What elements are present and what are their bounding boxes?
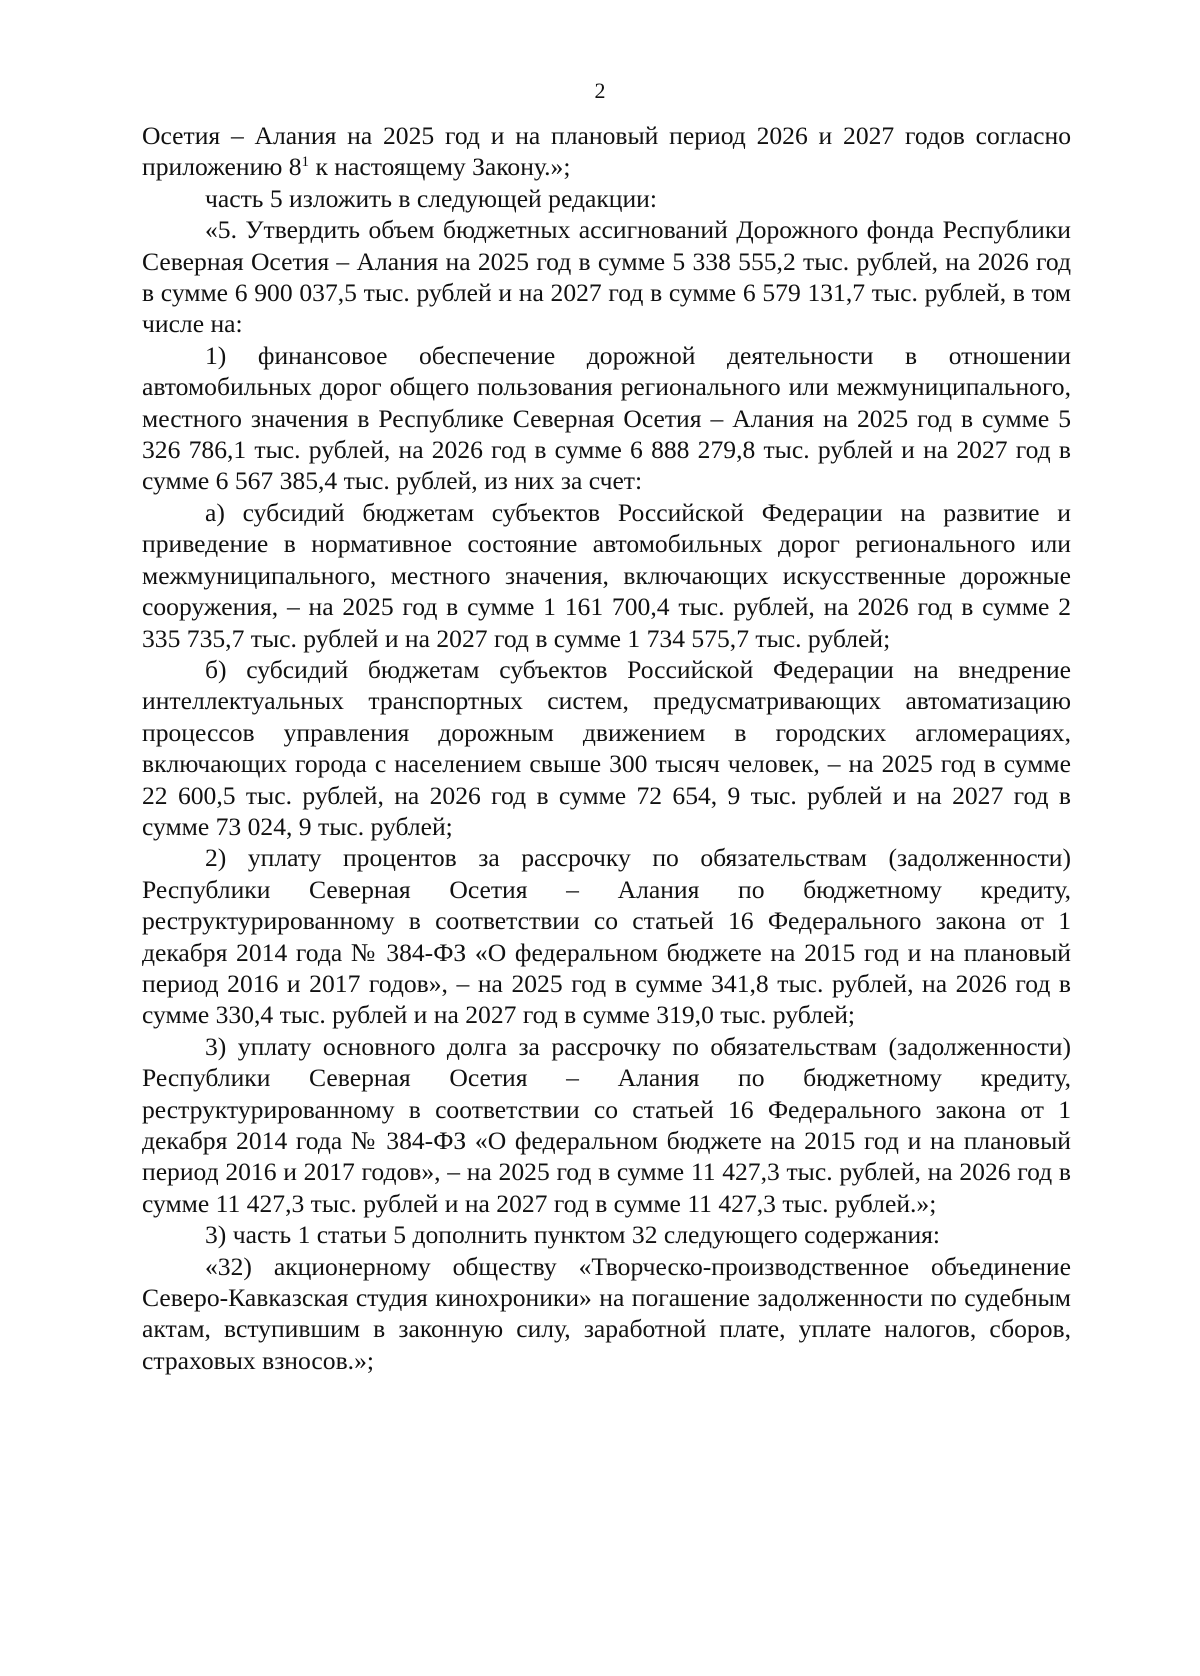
paragraph-text-tail: к настоящему Закону.»;	[309, 152, 571, 182]
paragraph-road-fund: «5. Утвердить объем бюджетных ассигнований Дорожного фонда Республики Северная Осетия – Алания на 2025 год в сумме 5 338 555,2 тыс. рублей, на 2026 год в сумме 6 900 037,5 тыс. рублей и на 2027 год в сумме 6 579 131,7 тыс. рублей, в том числе на:	[142, 215, 1071, 339]
paragraph-text: Осетия – Алания на 2025 год и на плановый период 2026 и 2027 годов согласно приложению 8	[142, 121, 1071, 182]
paragraph-part5-intro: часть 5 изложить в следующей редакции:	[205, 183, 657, 213]
paragraph-item-b: б) субсидий бюджетам субъектов Российской Федерации на внедрение интеллектуальных транспортных систем, предусматривающих автоматизацию процессов управления дорожным движением в городских агломерациях, включающих города с населением свыше 300 тысяч человек, – на 2025 год в сумме 22 600,5 тыс. рублей, на 2026 год в сумме 72 654, 9 тыс. рублей и на 2027 год в сумме 73 024, 9 тыс. рублей;	[142, 654, 1071, 841]
paragraph-article5-amendment: 3) часть 1 статьи 5 дополнить пунктом 32 следующего содержания:	[205, 1220, 941, 1250]
paragraph-item-3: 3) уплату основного долга за рассрочку по обязательствам (задолженности) Республики Северная Осетия – Алания по бюджетному кредиту, реструктурированному в соответствии со статьей 16 Федерального закона от 1 декабря 2014 года № 384-ФЗ «О федеральном бюджете на 2015 год и на плановый период 2016 и 2017 годов», – на 2025 год в сумме 11 427,3 тыс. рублей, на 2026 год в сумме 11 427,3 тыс. рублей и на 2027 год в сумме 11 427,3 тыс. рублей.»;	[142, 1031, 1071, 1218]
paragraph-item-2: 2) уплату процентов за рассрочку по обязательствам (задолженности) Республики Северная Осетия – Алания по бюджетному кредиту, реструктурированному в соответствии со статьей 16 Федерального закона от 1 декабря 2014 года № 384-ФЗ «О федеральном бюджете на 2015 год и на плановый период 2016 и 2017 годов», – на 2025 год в сумме 341,8 тыс. рублей, на 2026 год в сумме 330,4 тыс. рублей и на 2027 год в сумме 319,0 тыс. рублей;	[142, 843, 1071, 1030]
document-body	[142, 120, 1071, 1376]
paragraph-item-32: «32) акционерному обществу «Творческо-производственное объединение Северо-Кавказская студия кинохроники» на погашение задолженности по судебным актам, вступившим в законную силу, заработной плате, уплате налогов, сборов, страховых взносов.»;	[142, 1251, 1071, 1375]
superscript-index: 1	[301, 154, 310, 171]
page-number: 2	[594, 78, 606, 103]
paragraph-item-1: 1) финансовое обеспечение дорожной деятельности в отношении автомобильных дорог общего пользования регионального или межмуниципального, местного значения в Республике Северная Осетия – Алания на 2025 год в сумме 5 326 786,1 тыс. рублей, на 2026 год в сумме 6 888 279,8 тыс. рублей и на 2027 год в сумме 6 567 385,4 тыс. рублей, из них за счет:	[142, 340, 1071, 496]
paragraph-continuation	[142, 120, 1071, 183]
paragraph-item-a: а) субсидий бюджетам субъектов Российской Федерации на развитие и приведение в нормативное состояние автомобильных дорог регионального или межмуниципального, местного значения, включающих искусственные дорожные сооружения, – на 2025 год в сумме 1 161 700,4 тыс. рублей, на 2026 год в сумме 2 335 735,7 тыс. рублей и на 2027 год в сумме 1 734 575,7 тыс. рублей;	[142, 497, 1071, 653]
